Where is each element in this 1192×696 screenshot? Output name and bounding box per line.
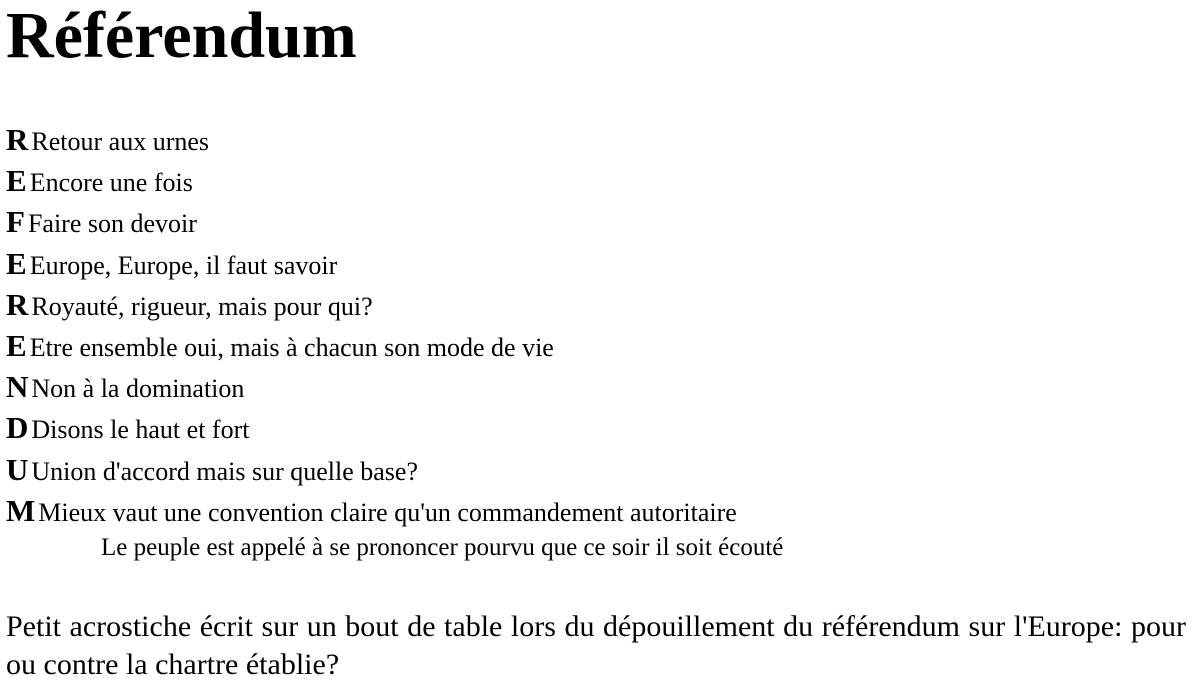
acrostic-line bbox=[6, 201, 737, 242]
page-title: Référendum bbox=[6, 0, 357, 72]
acrostic-letter: N bbox=[6, 369, 29, 405]
acrostic-letter: E bbox=[6, 245, 27, 281]
acrostic-phrase: Royauté, rigueur, mais pour qui? bbox=[31, 291, 373, 321]
acrostic-line bbox=[6, 284, 737, 325]
acrostic-line bbox=[6, 449, 737, 490]
acrostic-phrase: Etre ensemble oui, mais à chacun son mode de vie bbox=[29, 332, 554, 362]
acrostic-phrase: Retour aux urnes bbox=[31, 127, 210, 156]
acrostic-phrase: Disons le haut et fort bbox=[31, 415, 250, 445]
acrostic-continuation: Le peuple est appelé à se prononcer pourvu que ce soir il soit écouté bbox=[101, 534, 784, 561]
acrostic-line bbox=[6, 366, 737, 407]
acrostic-line bbox=[6, 325, 737, 366]
acrostic-letter: R bbox=[6, 122, 29, 157]
acrostic-letter: F bbox=[6, 204, 25, 240]
acrostic-letter: M bbox=[6, 492, 36, 528]
author-note: Petit acrostiche écrit sur un bout de table lors du dépouillement du référendum sur l'Europe: pour ou contre la chartre établie? bbox=[6, 610, 1186, 681]
acrostic-letter: E bbox=[6, 327, 27, 363]
acrostic-line bbox=[6, 119, 737, 160]
acrostic-poem bbox=[6, 119, 737, 531]
acrostic-letter: D bbox=[6, 410, 29, 446]
acrostic-letter: U bbox=[6, 451, 29, 487]
acrostic-line bbox=[6, 160, 737, 201]
acrostic-phrase: Europe, Europe, il faut savoir bbox=[29, 250, 338, 280]
acrostic-phrase: Union d'accord mais sur quelle base? bbox=[31, 456, 419, 486]
acrostic-phrase: Faire son devoir bbox=[27, 209, 197, 239]
acrostic-phrase: Encore une fois bbox=[29, 168, 193, 198]
acrostic-phrase: Mieux vaut une convention claire qu'un commandement autoritaire bbox=[38, 497, 737, 527]
acrostic-phrase: Non à la domination bbox=[31, 374, 245, 404]
acrostic-letter: E bbox=[6, 163, 27, 199]
acrostic-line bbox=[6, 243, 737, 284]
acrostic-line bbox=[6, 490, 737, 531]
acrostic-letter: R bbox=[6, 286, 29, 322]
acrostic-line bbox=[6, 407, 737, 448]
